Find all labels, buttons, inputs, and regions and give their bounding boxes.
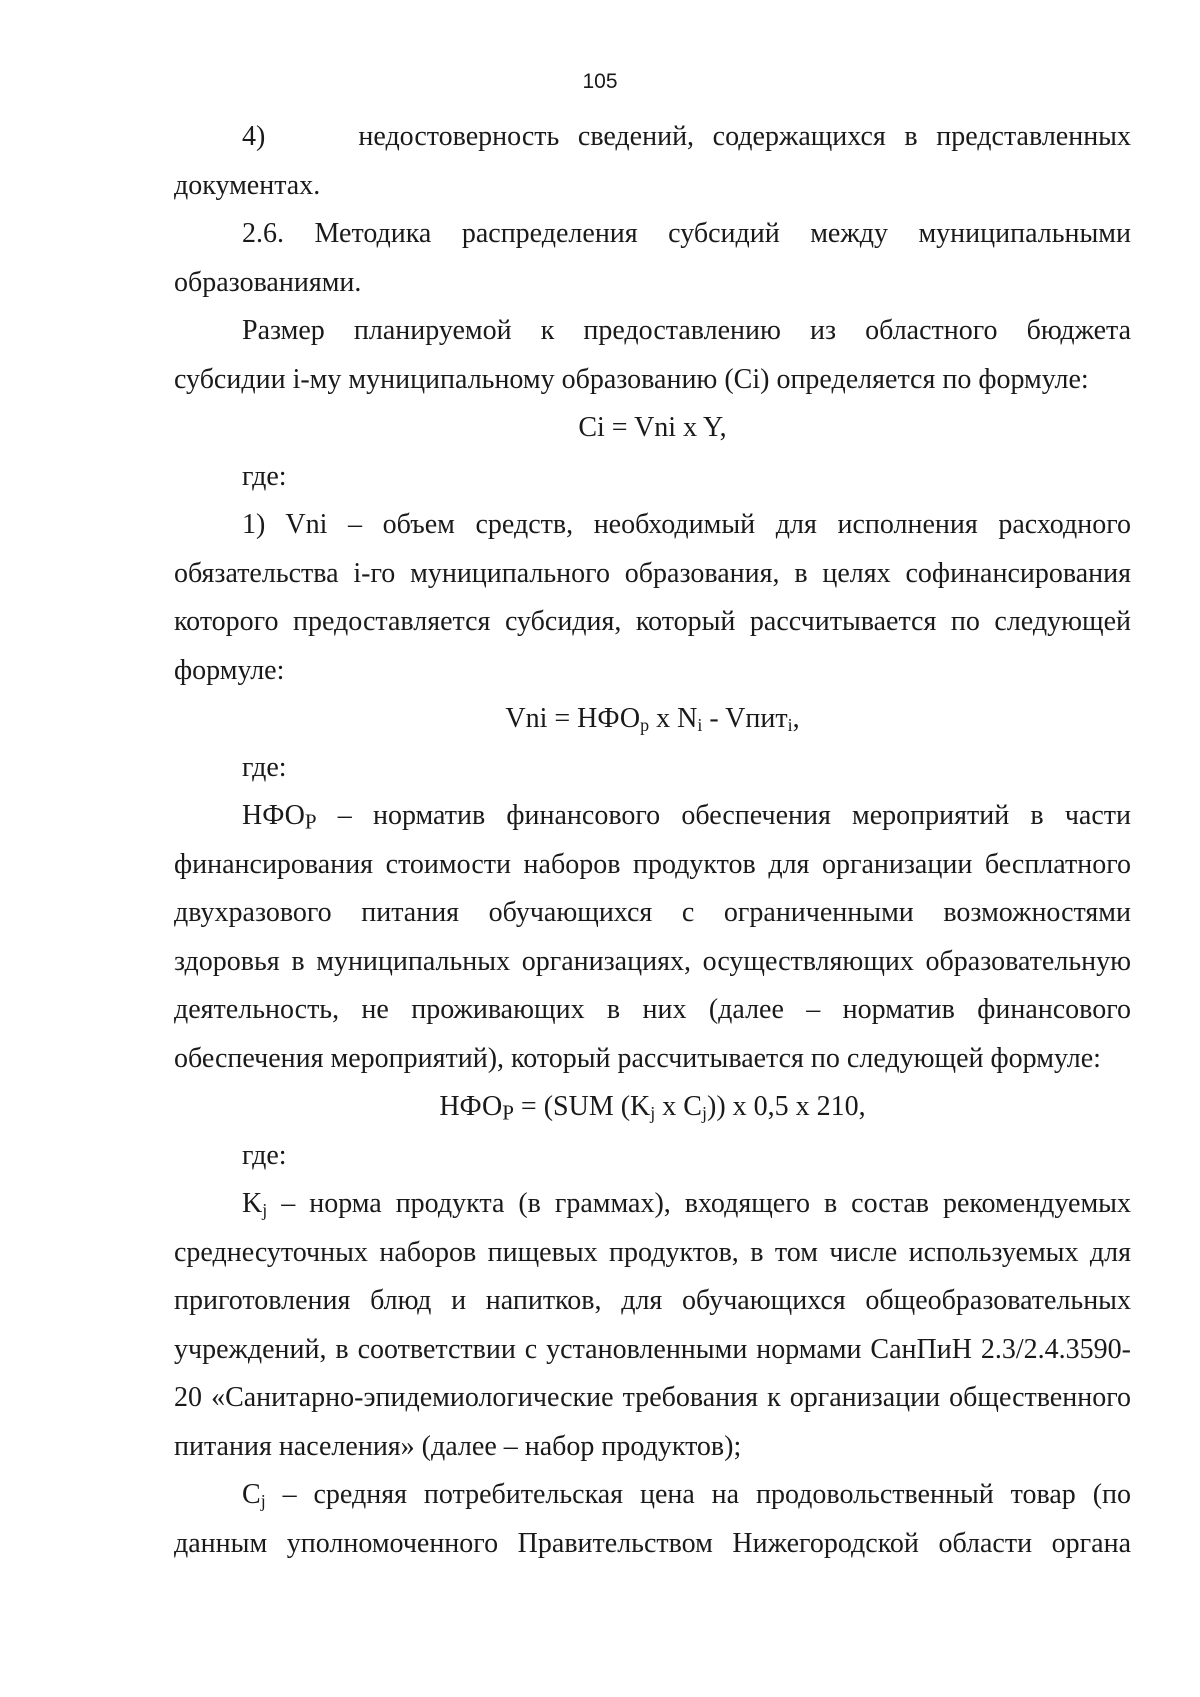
paragraph-cj-line: данным уполномоченного Правительством Нижегородской области органа (174, 1527, 1131, 1559)
paragraph-nfo-line: деятельность, не проживающих в них (далее – норматив финансового (174, 994, 1131, 1025)
where-label: где: (242, 460, 287, 492)
paragraph-subsidy-size: Размер планируемой к предоставлению из областного бюджета (242, 315, 1131, 346)
document-body (174, 113, 1131, 1568)
paragraph-vni-line: обязательства i-го муниципального образования, в целях софинансирования (174, 557, 1131, 589)
paragraph-kj-line: 20 «Санитарно-эпидемиологические требования к организации общественного (174, 1382, 1131, 1413)
paragraph-vni-line: 1) Vni – объем средств, необходимый для исполнения расходного (242, 509, 1131, 540)
where-label: где: (242, 751, 287, 783)
formula-ci: Ci = Vni x Y, (578, 412, 727, 443)
paragraph-kj-line: учреждений, в соответствии с установленными нормами СанПиН 2.3/2.4.3590- (174, 1333, 1131, 1365)
paragraph-cj-line: $C_j$ – средняя потребительская цена на продовольственный товар (по (242, 1479, 1131, 1511)
paragraph-kj-line: $K_j$ – норма продукта (в граммах), входящего в состав рекомендуемых (242, 1188, 1131, 1220)
paragraph-nfo-line: двухразового питания обучающихся с ограниченными возможностями (174, 897, 1131, 928)
section-heading-2-6-continuation: образованиями. (174, 266, 362, 298)
section-heading-2-6: 2.6. Методика распределения субсидий между муниципальными (242, 218, 1131, 249)
formula-vni: Vni = $НФО_р$ x $N_i$ - Vпит$_i$, (505, 703, 800, 735)
formula-nfo: $НФО_Р = (SUM$ ($K_j$ x $C_j$)) x 0,5 x 210, (439, 1091, 866, 1125)
paragraph-kj-line: приготовления блюд и напитков, для обучающихся общеобразовательных (174, 1285, 1131, 1316)
paragraph-nfo-line: обеспечения мероприятий), который рассчитывается по следующей формуле: (174, 1042, 1101, 1074)
paragraph-vni-line: которого предоставляется субсидия, который рассчитывается по следующей (174, 606, 1131, 637)
page-number: 105 (582, 70, 618, 93)
paragraph-subsidy-size-continuation: субсидии i-му муниципальному образованию (Ci) определяется по формуле: (174, 363, 1089, 395)
list-item-4-line: 4) недостоверность сведений, содержащихся в представленных (242, 121, 1131, 152)
paragraph-nfo-line: $НФО_Р$ – норматив финансового обеспечения мероприятий в части (242, 800, 1131, 834)
where-label: где: (242, 1139, 287, 1171)
paragraph-kj-line: среднесуточных наборов пищевых продуктов, в том числе используемых для (174, 1236, 1131, 1268)
paragraph-nfo-line: финансирования стоимости наборов продуктов для организации бесплатного (174, 848, 1131, 880)
list-item-4-continuation: документах. (174, 169, 321, 201)
paragraph-nfo-line: здоровья в муниципальных организациях, осуществляющих образовательную (174, 945, 1131, 977)
paragraph-vni-line: формуле: (174, 654, 285, 686)
paragraph-kj-line: питания населения» (далее – набор продуктов); (174, 1430, 742, 1462)
